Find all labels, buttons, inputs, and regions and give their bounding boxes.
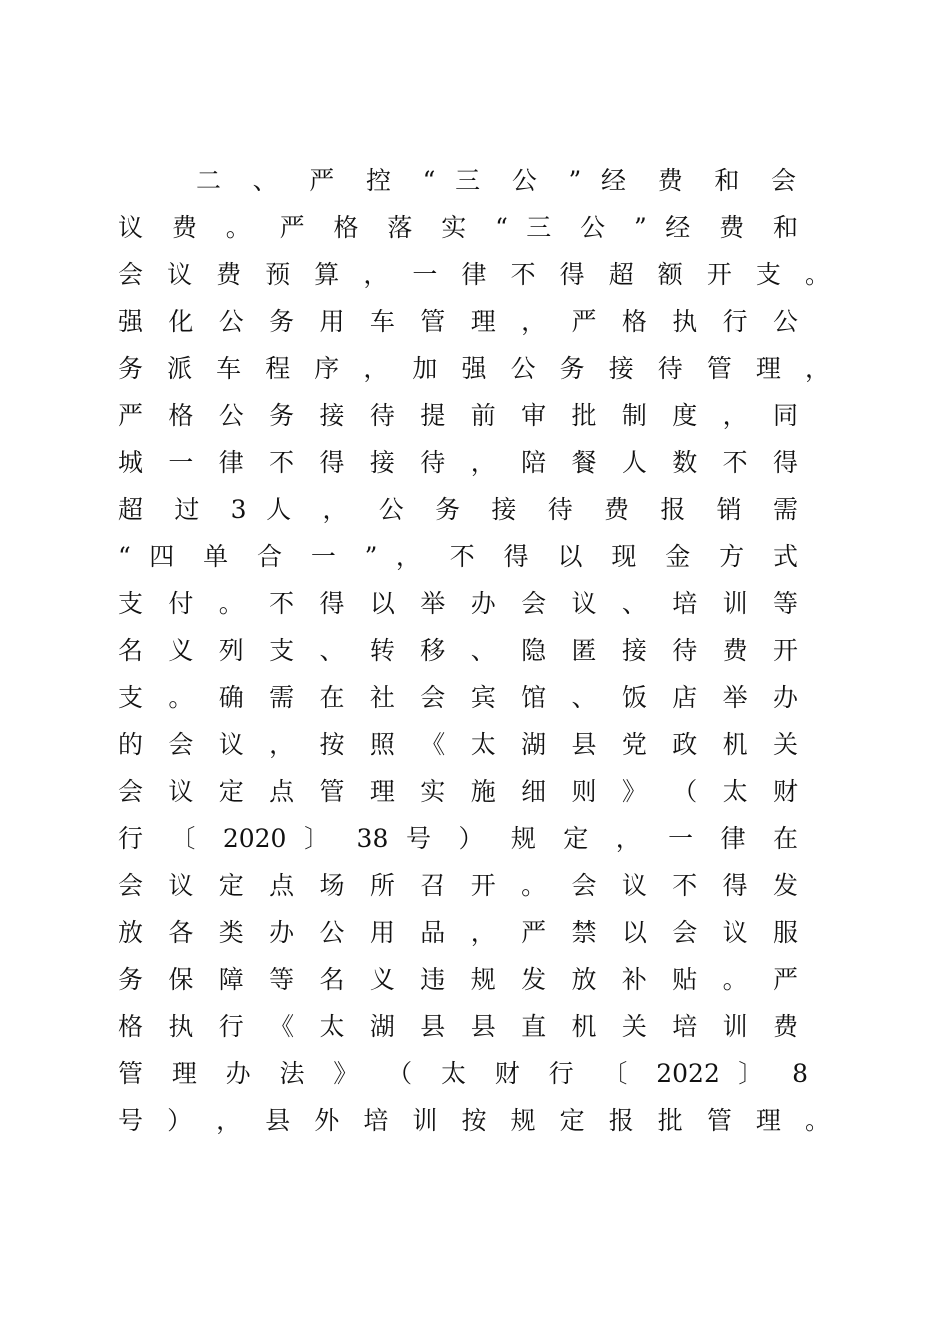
text-line: 支 付 。 不 得 以 举 办 会 议 、 培 训 等 [118,589,798,618]
text-line: 城 一 律 不 得 接 待 ， 陪 餐 人 数 不 得 [118,448,798,477]
text-line: 会 议 定 点 管 理 实 施 细 则 》 （ 太 财 [118,777,798,806]
text-line: 的 会 议 ， 按 照 《 太 湖 县 党 政 机 关 [118,730,798,759]
text-line: 强 化 公 务 用 车 管 理 ， 严 格 执 行 公 [118,307,798,336]
text-line: 超 过 3 人 ， 公 务 接 待 费 报 销 需 [118,495,798,524]
text-line: 放 各 类 办 公 用 品 ， 严 禁 以 会 议 服 [118,918,798,947]
text-line: 严 格 公 务 接 待 提 前 审 批 制 度 ， 同 [118,401,798,430]
body-paragraph [118,157,840,1144]
text-line: 二 、 严 控 “ 三 公 ” 经 费 和 会 [196,166,796,195]
text-line: 会 议 费 预 算 ， 一 律 不 得 超 额 开 支 。 [118,260,830,289]
text-line: 名 义 列 支 、 转 移 、 隐 匿 接 待 费 开 [118,636,798,665]
text-line: 议 费 。 严 格 落 实 “ 三 公 ” 经 费 和 [118,213,798,242]
text-line: 管 理 办 法 》 （ 太 财 行 〔 2022 〕 8 [118,1059,808,1088]
text-line: “ 四 单 合 一 ” ， 不 得 以 现 金 方 式 [118,542,798,571]
text-line: 号 ） ， 县 外 培 训 按 规 定 报 批 管 理 。 [118,1106,830,1135]
text-line: 务 保 障 等 名 义 违 规 发 放 补 贴 。 严 [118,965,798,994]
text-line: 务 派 车 程 序 ， 加 强 公 务 接 待 管 理 ， [118,354,830,383]
text-line: 格 执 行 《 太 湖 县 县 直 机 关 培 训 费 [118,1012,798,1041]
text-line: 会 议 定 点 场 所 召 开 。 会 议 不 得 发 [118,871,798,900]
text-line: 支 。 确 需 在 社 会 宾 馆 、 饭 店 举 办 [118,683,798,712]
text-line: 行 〔 2020 〕 38 号 ） 规 定 ， 一 律 在 [118,824,798,853]
